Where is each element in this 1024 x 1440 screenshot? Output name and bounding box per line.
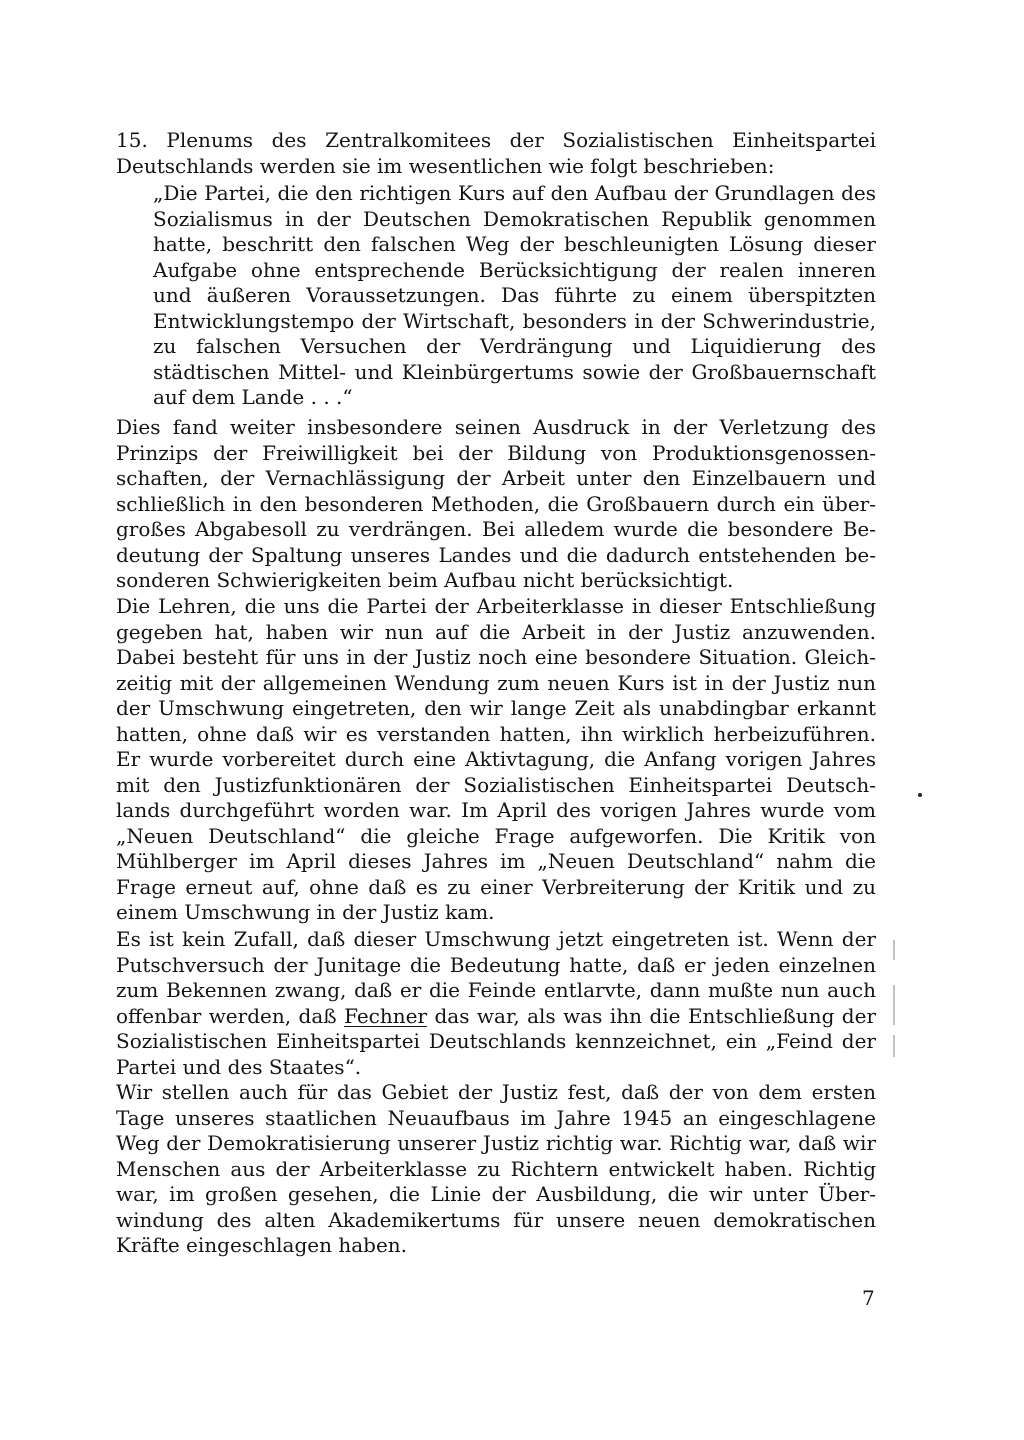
paragraph-3: Die Lehren, die uns die Partei der Arbeiterklasse in dieser Entschließung gegeben hat, haben wir nun auf die Arbeit in der Justiz anzuwenden. Dabei besteht für uns in der Justiz noch eine besondere Situation. Gleichzeitig mit der allgemeinen Wendung zum neuen Kurs ist in der Justiz nun der Umschwung eingetreten, den wir lange Zeit als unabdingbar erkannt hatten, ohne daß wir es verstanden hatten, ihn wirklich herbeizuführen. Er wurde vorbereitet durch eine Aktivtagung, die Anfang vorigen Jahres mit den Justizfunktionären der Sozialistischen Einheitspartei Deutschlands durchgeführt worden war. Im April des vorigen Jahres wurde vom „Neuen Deutschland“ die gleiche Frage aufgeworfen. Die Kritik von Mühlberger im April dieses Jahres im „Neuen Deutschland“ nahm die Frage erneut auf, ohne daß es zu einer Verbreiterung der Kritik und zu einem Umschwung in der Justiz kam. xyxy=(116,594,876,924)
paragraph-5: Wir stellen auch für das Gebiet der Justiz fest, daß der von dem ersten Tage unseres staatlichen Neuaufbaus im Jahre 1945 an eingeschlagene Weg der Demokratisierung unserer Justiz richtig war. Richtig war, daß wir Menschen aus der Arbeiterklasse zu Richtern entwickelt haben. Richtig war, im großen gesehen, die Linie der Ausbildung, die wir unter Überwindung des alten Akademikertums für unsere neuen demokratischen Kräfte eingeschlagen haben. xyxy=(116,1080,876,1257)
margin-scratch-mark xyxy=(893,985,895,1025)
block-quote: „Die Partei, die den richtigen Kurs auf den Aufbau der Grundlagen des Sozialismus in der Deutschen Demokratischen Republik genommen hatte, beschritt den falschen Weg der beschleunigten Lösung dieser Aufgabe ohne entsprechende Berücksichtigung der realen inneren und äußeren Voraussetzungen. Das führte zu einem überspitzten Entwicklungstempo der Wirtschaft, besonders in der Schwerindustrie, zu falschen Versuchen der Verdrängung und Liquidierung des städtischen Mittel- und Kleinbürgertums sowie der Großbauernschaft auf dem Lande . . .“ xyxy=(153,181,876,409)
paragraph-2: Dies fand weiter insbesondere seinen Ausdruck in der Verletzung des Prinzips der Freiwilligkeit bei der Bildung von Produktionsgenossenschaften, der Vernachlässigung der Arbeit unter den Einzelbauern und schließlich in den besonderen Methoden, die Großbauern durch ein übergroßes Abgabesoll zu verdrängen. Bei alledem wurde die besondere Bedeutung der Spaltung unseres Landes und die dadurch entstehenden besonderen Schwierigkeiten beim Aufbau nicht berücksichtigt. xyxy=(116,415,876,592)
paragraph-1: 15. Plenums des Zentralkomitees der Sozialistischen Einheitspartei Deutschlands werden sie im wesentlichen wie folgt beschrieben: xyxy=(116,128,876,178)
margin-scratch-mark xyxy=(893,1035,895,1057)
margin-dot-mark xyxy=(918,793,922,797)
paragraph-4-text-start: Es ist kein Zufall, daß dieser Umschwung jetzt eingetreten ist. Wenn der Putschversuch der Junitage die Bedeutung hatte, daß er jeden einzelnen zum Bekennen zwang, daß er die Feinde entlarvte, dann mußte nun auch offenbar werden, daß xyxy=(116,927,876,1028)
paragraph-4 xyxy=(116,927,876,1080)
page-number: 7 xyxy=(862,1286,875,1310)
underlined-name: Fechner xyxy=(344,1003,428,1028)
margin-scratch-mark xyxy=(893,940,895,960)
paragraph-4-text-end: das war, als was ihn die Entschließung der Sozialistischen Einheitspartei Deutschlands kennzeichnet, ein „Feind der Partei und des Staates“. xyxy=(116,1003,877,1079)
